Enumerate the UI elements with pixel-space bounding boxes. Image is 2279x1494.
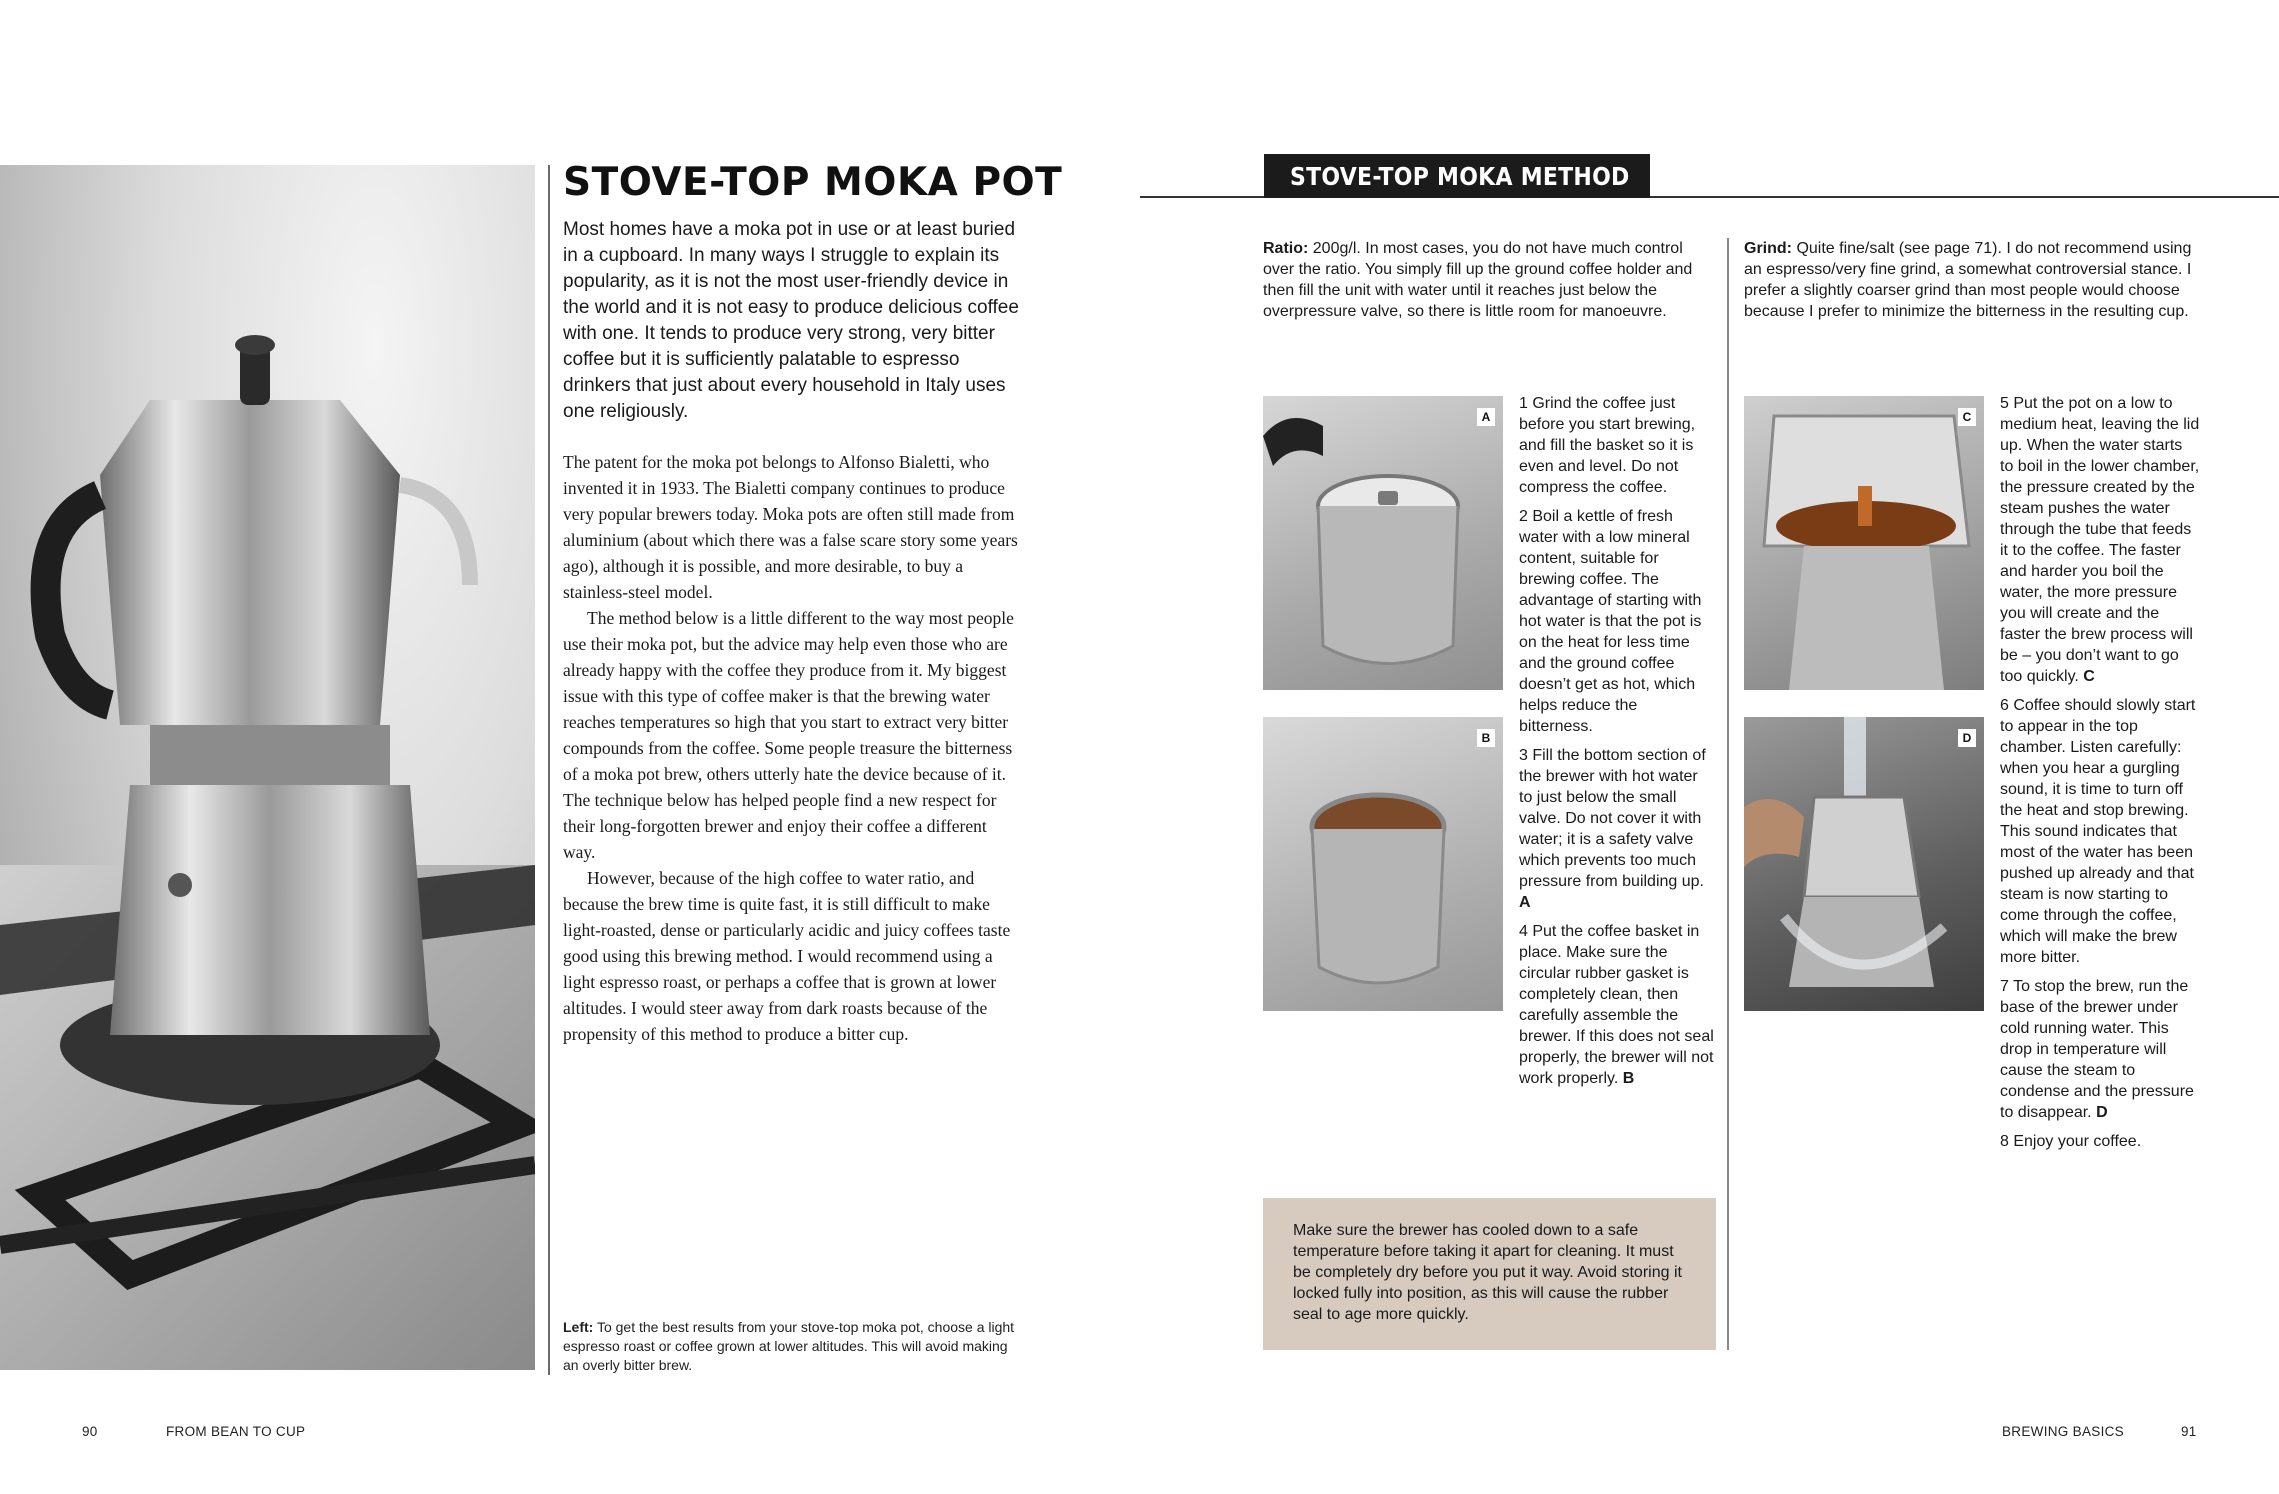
safety-tip-text: Make sure the brewer has cooled down to a safe temperature before taking it apart for cleaning. It must be completely dry before you put it way. Avoid storing it locked fully into position, as this will cause the rubber seal to age more quickly. bbox=[1293, 1222, 1682, 1323]
steps-column-left bbox=[1519, 393, 1715, 1097]
step-number: 4 bbox=[1519, 923, 1528, 940]
step-number: 5 bbox=[2000, 395, 2009, 412]
photo-label-c: C bbox=[1958, 408, 1976, 426]
right-column-rule bbox=[1727, 238, 1729, 1350]
step-photo-d bbox=[1744, 717, 1984, 1011]
step-photo-ref: C bbox=[2083, 668, 2095, 685]
step-text: Coffee should slowly start to appear in the top chamber. Listen carefully: when you hear a gurgling sound, it is time to turn off the heat and stop brewing. This sound indicates that most of the water has been pushed up already and that steam is now starting to come through the coffee, which will make the brew more bitter. bbox=[2000, 697, 2196, 966]
step-item bbox=[2000, 393, 2200, 687]
step-text: Boil a kettle of fresh water with a low mineral content, suitable for brewing coffee. The advantage of starting with hot water is that the pot is on the heat for less time and the ground coffee doesn’t get as hot, which helps reduce the bitterness. bbox=[1519, 508, 1702, 735]
step-number: 3 bbox=[1519, 747, 1528, 764]
step-photo-b bbox=[1263, 717, 1503, 1011]
step-item bbox=[2000, 1131, 2200, 1152]
grind-paragraph bbox=[1744, 238, 2194, 322]
step-photo-a bbox=[1263, 396, 1503, 690]
ratio-label: Ratio: bbox=[1263, 240, 1309, 257]
method-header-bar bbox=[1264, 154, 1650, 198]
step-text: To stop the brew, run the base of the brewer under cold running water. This drop in temperature will cause the steam to condense and the pressure to disappear. bbox=[2000, 978, 2194, 1121]
step-photo-ref: B bbox=[1622, 1070, 1635, 1087]
right-page-number: 91 bbox=[2181, 1424, 2197, 1439]
step-item bbox=[1519, 506, 1715, 737]
coffee-basket-illustration bbox=[1263, 717, 1503, 1011]
moka-pot-hero-photo bbox=[0, 165, 535, 1370]
brewing-moka-illustration bbox=[1744, 396, 1984, 690]
ratio-text: 200g/l. In most cases, you do not have much control over the ratio. You simply fill up the ground coffee holder and then fill the unit with water until it reaches just below the overpressure valve, so there is little room for manoeuvre. bbox=[1263, 240, 1693, 320]
method-title: STOVE-TOP MOKA METHOD bbox=[1290, 162, 1630, 191]
photo-label-d: D bbox=[1958, 729, 1976, 747]
step-item bbox=[1519, 921, 1715, 1089]
body-paragraph: The method below is a little different to the way most people use their moka pot, but the advice may help even those who are already happy with the coffee they produce from it. My biggest issue with this type of coffee maker is that the brewing water reaches temperatures so high that you start to extract very bitter compounds from the coffee. Some people treasure the bitterness of a moka pot brew, others utterly hate the device because of it. The technique below has helped people find a new respect for their long-forgotten brewer and enjoy their coffee a different way. bbox=[563, 608, 1014, 862]
steps-column-right bbox=[2000, 393, 2200, 1160]
step-text: Grind the coffee just before you start brewing, and fill the basket so it is even and level. Do not compress the coffee. bbox=[1519, 395, 1696, 496]
moka-pot-illustration bbox=[0, 165, 535, 1370]
step-text: Put the coffee basket in place. Make sure the circular rubber gasket is completely clean, then carefully assemble the brewer. If this does not seal properly, the brewer will not work properly. bbox=[1519, 923, 1714, 1087]
step-photo-c bbox=[1744, 396, 1984, 690]
cooling-moka-illustration bbox=[1744, 717, 1984, 1011]
photo-label-a: A bbox=[1477, 408, 1495, 426]
step-text: Enjoy your coffee. bbox=[2008, 1133, 2142, 1150]
step-text: Fill the bottom section of the brewer with hot water to just below the small valve. Do not cover it with water; it is a safety valve which prevents too much pressure from building up. bbox=[1519, 747, 1706, 890]
step-item bbox=[1519, 745, 1715, 913]
step-number: 1 bbox=[1519, 395, 1528, 412]
caption-text: To get the best results from your stove-top moka pot, choose a light espresso roast or coffee grown at lower altitudes. This will avoid making an overly bitter brew. bbox=[563, 1319, 1015, 1373]
safety-tip-box bbox=[1263, 1198, 1716, 1350]
ratio-paragraph bbox=[1263, 238, 1718, 322]
step-photo-ref: D bbox=[2096, 1104, 2108, 1121]
step-item bbox=[2000, 976, 2200, 1123]
left-page-number: 90 bbox=[82, 1424, 98, 1439]
left-running-head: FROM BEAN TO CUP bbox=[166, 1424, 306, 1439]
step-item bbox=[1519, 393, 1715, 498]
step-number: 8 bbox=[2000, 1133, 2009, 1150]
right-running-head: BREWING BASICS bbox=[2002, 1424, 2124, 1439]
intro-paragraph: Most homes have a moka pot in use or at least buried in a cupboard. In many ways I struggle to explain its popularity, as it is not the most user-friendly device in the world and it is not easy to produce delicious coffee with one. It tends to produce very strong, very bitter coffee but it is sufficiently palatable to espresso drinkers that just about every household in Italy uses one religiously. bbox=[563, 219, 1019, 422]
step-item bbox=[2000, 695, 2200, 968]
grind-label: Grind: bbox=[1744, 240, 1792, 257]
page-title: STOVE-TOP MOKA POT bbox=[563, 160, 1063, 205]
step-text: Put the pot on a low to medium heat, leaving the lid up. When the water starts to boil in the lower chamber, the pressure created by the steam pushes the water through the tube that feeds it to the coffee. The faster and harder you boil the water, the more pressure you will create and the faster the brew process will be – you don’t want to go too quickly. bbox=[2000, 395, 2200, 685]
body-paragraph: However, because of the high coffee to water ratio, and because the brew time is quite fast, it is still difficult to make light-roasted, dense or particularly acidic and juicy coffees taste good using this brewing method. I would recommend using a light espresso roast, or perhaps a coffee that is grown at lower altitudes. I would steer away from dark roasts because of the propensity of this method to produce a bitter cup. bbox=[563, 868, 1011, 1044]
moka-base-illustration bbox=[1263, 396, 1503, 690]
grind-text: Quite fine/salt (see page 71). I do not recommend using an espresso/very fine grind, a somewhat controversial stance. I prefer a slightly coarser grind than most people would choose because I prefer to minimize the bitterness in the resulting cup. bbox=[1744, 240, 2192, 320]
caption-label: Left: bbox=[563, 1319, 594, 1335]
left-column-rule bbox=[548, 165, 550, 1375]
photo-caption bbox=[563, 1318, 1023, 1375]
body-paragraph: The patent for the moka pot belongs to Alfonso Bialetti, who invented it in 1933. The Bialetti company continues to produce very popular brewers today. Moka pots are often still made from aluminium (about which there was a false scare story some years ago), although it is possible, and more desirable, to buy a stainless-steel model. bbox=[563, 452, 1018, 602]
photo-label-b: B bbox=[1477, 729, 1495, 747]
step-number: 6 bbox=[2000, 697, 2009, 714]
step-number: 2 bbox=[1519, 508, 1528, 525]
body-text bbox=[563, 449, 1023, 1047]
step-number: 7 bbox=[2000, 978, 2009, 995]
step-photo-ref: A bbox=[1519, 894, 1531, 911]
